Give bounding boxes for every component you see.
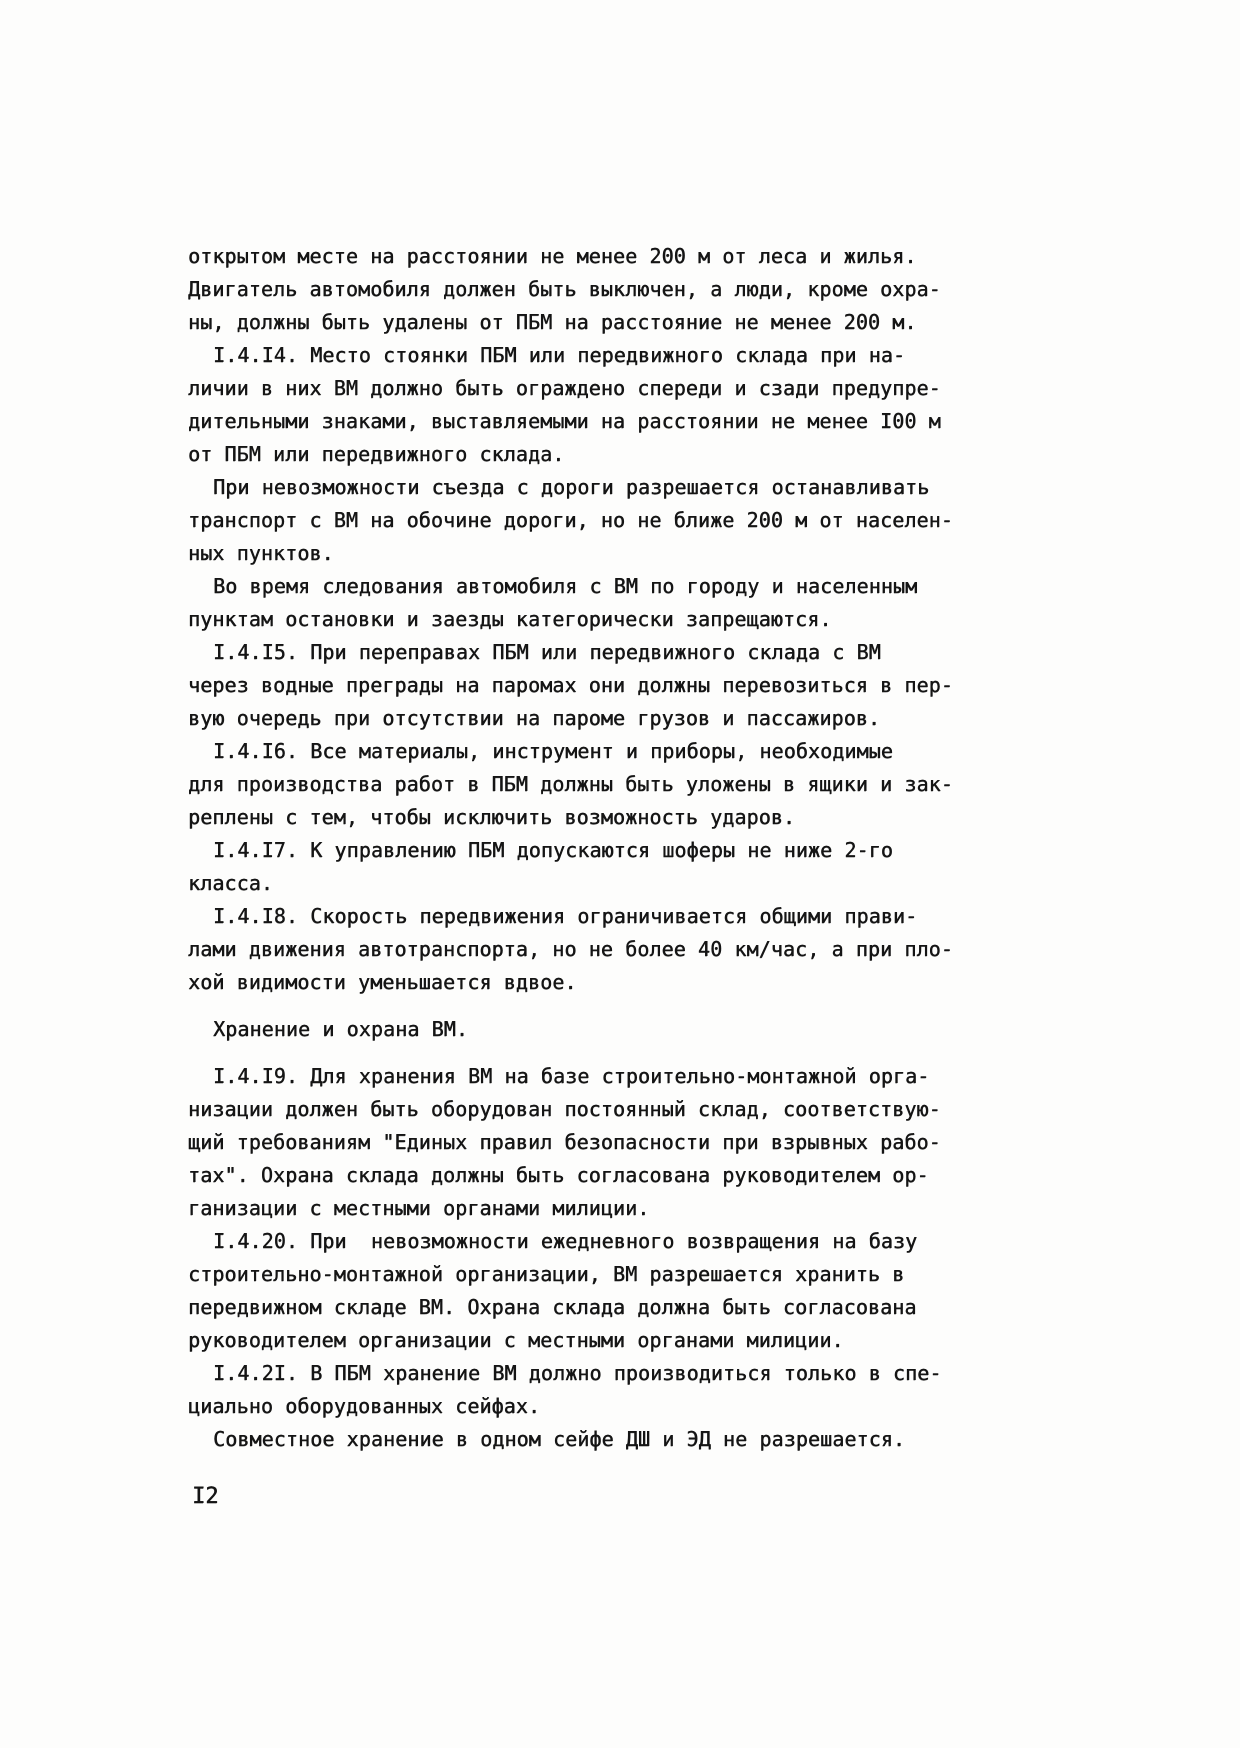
text-line: вую очередь при отсутствии на пароме грузов и пассажиров. [188, 706, 881, 730]
text-line: Во время следования автомобиля с ВМ по городу и населенным [213, 574, 918, 598]
text-line: I.4.I5. При переправах ПБМ или передвижного склада с ВМ [213, 640, 881, 664]
text-line: для производства работ в ПБМ должны быть уложены в ящики и зак- [188, 772, 953, 796]
section-heading: Хранение и охрана ВМ. [213, 1017, 468, 1041]
text-line: открытом месте на расстоянии не менее 200 м от леса и жилья. [188, 244, 917, 268]
text-line: ганизации с местными органами милиции. [188, 1196, 650, 1220]
text-line: При невозможности съезда с дороги разрешается останавливать [213, 475, 930, 499]
text-line: личии в них ВМ должно быть ограждено спереди и сзади предупре- [188, 376, 941, 400]
text-line: циально оборудованных сейфах. [188, 1394, 541, 1418]
text-line: хой видимости уменьшается вдвое. [188, 970, 577, 994]
text-line: от ПБМ или передвижного склада. [188, 442, 565, 466]
text-line: дительными знаками, выставляемыми на расстоянии не менее I00 м [188, 409, 941, 433]
text-line: лами движения автотранспорта, но не более 40 км/час, а при пло- [188, 937, 953, 961]
text-line: через водные преграды на паромах они должны перевозиться в пер- [188, 673, 953, 697]
text-line: I.4.I9. Для хранения ВМ на базе строительно-монтажной орга- [213, 1064, 930, 1088]
text-line: реплены с тем, чтобы исключить возможность ударов. [188, 805, 796, 829]
text-line: строительно-монтажной организации, ВМ разрешается хранить в [188, 1262, 905, 1286]
text-line: I.4.20. При невозможности ежедневного возвращения на базу [213, 1229, 918, 1253]
text-body [188, 240, 963, 1456]
text-line: низации должен быть оборудован постоянный склад, соответствую- [188, 1097, 941, 1121]
page-number: I2 [192, 1484, 219, 1509]
text-line: I.4.I6. Все материалы, инструмент и приборы, необходимые [213, 739, 893, 763]
text-line: тах". Охрана склада должны быть согласована руководителем ор- [188, 1163, 929, 1187]
text-line: класса. [188, 871, 273, 895]
text-line: руководителем организации с местными органами милиции. [188, 1328, 844, 1352]
text-line: ных пунктов. [188, 541, 334, 565]
text-line: Совместное хранение в одном сейфе ДШ и ЭД не разрешается. [213, 1427, 906, 1451]
text-line: передвижном складе ВМ. Охрана склада должна быть согласована [188, 1295, 917, 1319]
text-line: пунктам остановки и заезды категорически запрещаются. [188, 607, 832, 631]
text-line: I.4.I8. Скорость передвижения ограничивается общими прави- [213, 904, 918, 928]
text-line: щий требованиям "Единых правил безопасности при взрывных рабо- [188, 1130, 941, 1154]
text-line: транспорт с ВМ на обочине дороги, но не ближе 200 м от населен- [188, 508, 953, 532]
text-line: I.4.I7. К управлению ПБМ допускаются шоферы не ниже 2-го [213, 838, 893, 862]
text-line: I.4.I4. Место стоянки ПБМ или передвижного склада при на- [213, 343, 906, 367]
text-line: ны, должны быть удалены от ПБМ на расстояние не менее 200 м. [188, 310, 917, 334]
text-line: I.4.2I. В ПБМ хранение ВМ должно производиться только в спе- [213, 1361, 942, 1385]
text-line: Двигатель автомобиля должен быть выключен, а люди, кроме охра- [188, 277, 941, 301]
